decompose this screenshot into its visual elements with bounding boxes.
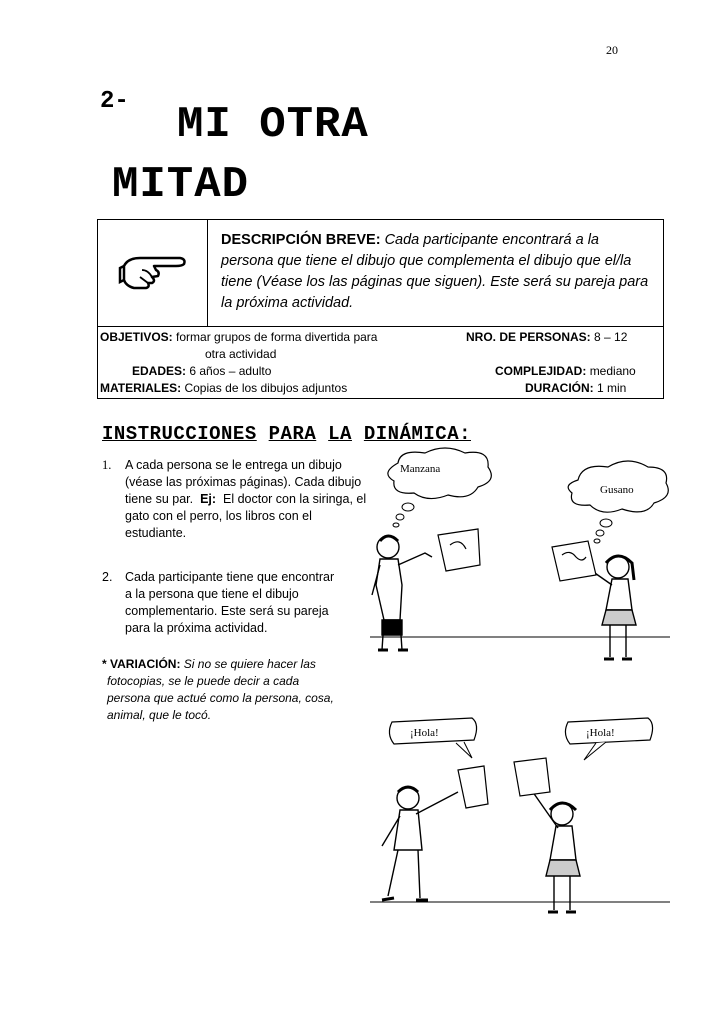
objetivos-value-line2: otra actividad [205,347,277,361]
illustration-greeting-children [370,710,670,960]
edades-value: 6 años – adulto [189,364,272,378]
variation-line: * VARIACIÓN: Si no se quiere hacer las [102,657,316,671]
heading-word-1: INSTRUCCIONES [102,423,257,445]
thought-bubble-gusano [568,461,668,543]
item2-number: 2. [102,570,113,584]
materiales-value: Copias de los dibujos adjuntos [184,381,348,395]
boy-figure [372,536,432,650]
variation-line: animal, que le tocó. [107,708,212,722]
bubble-hola-1-text: ¡Hola! [410,727,439,739]
heading-word-4: DINÁMICA: [363,423,471,445]
variation-note [102,656,362,724]
drawing-paper-boy [438,529,480,571]
bubble-gusano-text: Gusano [600,484,634,496]
description-label: DESCRIPCIÓN BREVE: [221,232,381,248]
page-title-line1: MI OTRA [177,100,369,150]
bubble-manzana-text: Manzana [400,463,441,475]
description [221,230,651,314]
item2-line: para la próxima actividad. [125,621,268,635]
edades-label: EDADES: [132,364,187,378]
instruction-item-1 [125,457,395,542]
variation-line: persona que actué como la persona, cosa, [107,691,334,705]
bubble-hola-2-text: ¡Hola! [586,727,615,739]
personas-label: NRO. DE PERSONAS: [466,330,591,344]
item1-line: (véase las próximas páginas). Cada dibujo [125,475,362,489]
duracion-label: DURACIÓN: [525,381,594,395]
objetivos-value: formar grupos de forma divertida para [176,330,378,344]
instructions-heading [102,423,471,445]
objetivos-label: OBJETIVOS: [100,330,173,344]
edades-row [132,363,271,380]
girl-greeting-figure [530,788,580,912]
boy-greeting-figure [382,787,458,900]
complejidad-label: COMPLEJIDAD: [495,364,587,378]
item1-line: gato con el perro, los libros con el [125,509,312,523]
duracion-row [525,380,626,397]
variation-line: fotocopias, se le puede decir a cada [107,674,300,688]
example-label: Ej: [200,492,217,506]
heading-word-2: PARA [268,423,317,445]
complejidad-row [495,363,636,380]
speech-bubble-hola-2 [565,718,652,760]
heading-word-3: LA [328,423,352,445]
complejidad-value: mediano [589,364,636,378]
objetivos-row [100,329,377,346]
item2-line: Cada participante tiene que encontrar [125,570,335,584]
speech-bubble-hola-1 [389,718,476,758]
materiales-row [100,380,347,397]
item2-line: a la persona que tiene el dibujo [125,587,299,601]
drawing-paper-girl-2 [514,758,550,796]
page-number: 20 [606,43,618,57]
drawing-paper-boy-2 [458,766,488,808]
item1-line: tiene su par. Ej: El doctor con la siringa, el [125,492,367,506]
duracion-value: 1 min [597,381,627,395]
description-text: Cada participante encontrará a la persona que tiene el dibujo que complementa el dibujo que el/la tiene (Véase los las páginas que siguen). Este será su pareja para la próxima actividad. [221,232,649,311]
personas-value: 8 – 12 [594,330,628,344]
pointing-hand-icon [118,252,188,292]
item2-line: complementario. Este será su pareja [125,604,329,618]
personas-row [466,329,627,346]
activity-number: 2- [100,88,129,115]
drawing-paper-girl [552,541,596,581]
activity-info-box [97,219,664,399]
item1-line: A cada persona se le entrega un dibujo [125,458,342,472]
item1-line: estudiante. [125,526,187,540]
thought-bubble-manzana [388,448,491,527]
page-title-line2: MITAD [112,160,250,210]
illustration-thinking-children [370,445,670,685]
materiales-label: MATERIALES: [100,381,182,395]
variation-label: * VARIACIÓN: [102,657,181,671]
girl-figure [592,556,636,659]
instruction-item-2 [125,569,375,637]
item1-number: 1. [102,458,112,472]
